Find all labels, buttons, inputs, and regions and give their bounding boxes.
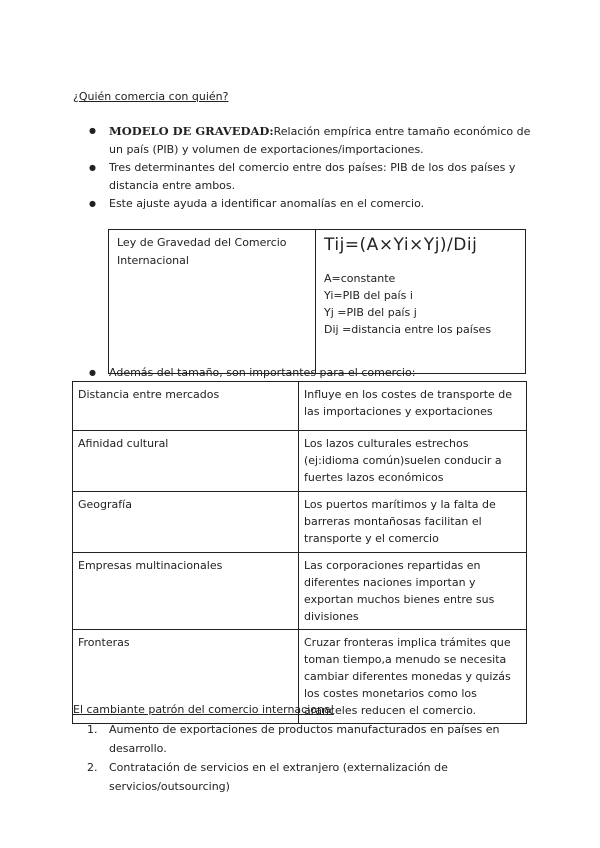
bullet-bold-term: MODELO DE GRAVEDAD: [109, 124, 274, 138]
description-cell: Los lazos culturales estrechos (ej:idioma común)suelen conducir a fuertes lazos económicos [299, 431, 527, 492]
list-item [73, 758, 553, 796]
bullet-item [73, 364, 543, 382]
table-row [73, 431, 527, 492]
list-item [73, 720, 553, 758]
definition-line: A=constante [324, 272, 396, 285]
definition-line: Dij =distancia entre los países [324, 323, 492, 336]
gravity-formula: Tij=(A×Yi×Yj)/Dij [324, 235, 478, 255]
intro-bullets [73, 122, 543, 213]
description-cell: Cruzar fronteras implica trámites que toman tiempo,a menudo se necesita cambiar diferentes monedas y quizás los costes monetarios como los aranceles reducen el comercio. [299, 630, 527, 724]
list-number: 2. [87, 761, 98, 774]
gravity-label-cell [109, 230, 316, 374]
list-number: 1. [87, 723, 98, 736]
numbered-list [73, 720, 553, 796]
table-row [73, 382, 527, 431]
bullet-text: Además del tamaño, son importantes para el comercio: [109, 366, 416, 379]
formula-definitions [324, 270, 517, 338]
bullet-item [73, 195, 543, 213]
section-title: El cambiante patrón del comercio internacional [73, 703, 334, 716]
bullet-text: Este ajuste ayuda a identificar anomalías en el comercio. [109, 197, 425, 210]
factor-cell: Empresas multinacionales [73, 553, 299, 630]
bullet-text: Tres determinantes del comercio entre dos países: PIB de los dos países y distancia entre ambos. [109, 161, 516, 192]
list-text: Contratación de servicios en el extranjero (externalización de servicios/outsourcing) [109, 761, 448, 793]
gravity-label: Ley de Gravedad del Comercio Internacional [117, 236, 287, 267]
gravity-law-table [108, 229, 526, 374]
page-heading: ¿Quién comercia con quién? [73, 90, 229, 103]
description-cell: Las corporaciones repartidas en diferentes naciones importan y exportan muchos bienes entre sus divisiones [299, 553, 527, 630]
definition-line: Yj =PIB del país j [324, 306, 417, 319]
factor-cell: Afinidad cultural [73, 431, 299, 492]
list-text: Aumento de exportaciones de productos manufacturados en países en desarrollo. [109, 723, 500, 755]
factor-cell: Distancia entre mercados [73, 382, 299, 431]
factors-intro-bullet [73, 364, 543, 382]
factor-cell: Geografía [73, 492, 299, 553]
bullet-item [73, 159, 543, 195]
definition-line: Yi=PIB del país i [324, 289, 413, 302]
bullet-item [73, 122, 543, 159]
factor-cell: Fronteras [73, 630, 299, 724]
table-row [73, 553, 527, 630]
description-cell: Los puertos marítimos y la falta de barreras montañosas facilitan el transporte y el comercio [299, 492, 527, 553]
description-cell: Influye en los costes de transporte de las importaciones y exportaciones [299, 382, 527, 431]
gravity-formula-cell [316, 230, 526, 374]
table-row [73, 492, 527, 553]
trade-factors-table [72, 381, 527, 724]
bullet-text: Relación empírica entre tamaño económico de un país (PIB) y volumen de exportaciones/importaciones. [109, 125, 531, 156]
